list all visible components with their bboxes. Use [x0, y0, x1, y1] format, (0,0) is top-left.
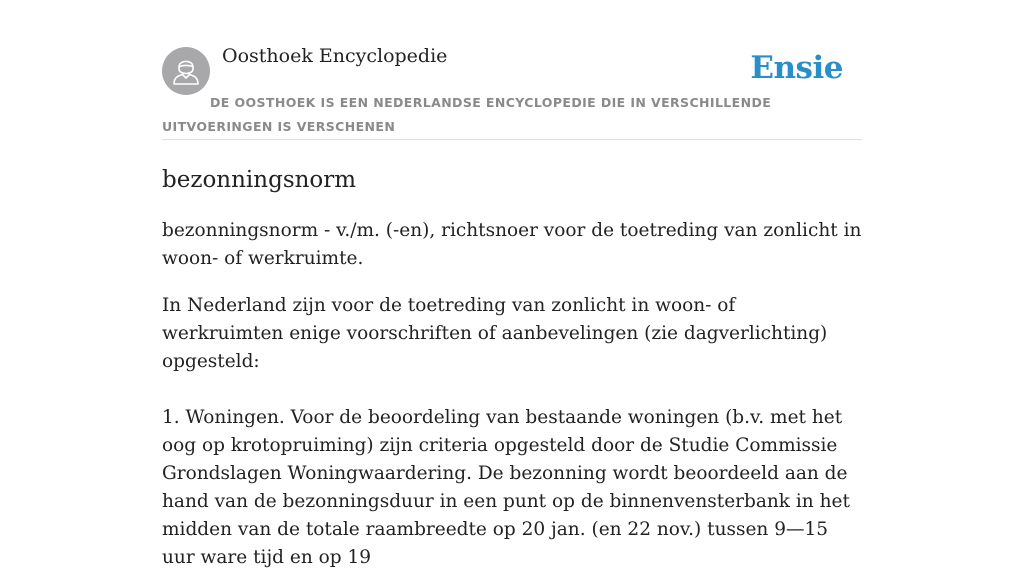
brand-logo[interactable]: Ensie — [750, 50, 843, 86]
article-definition: bezonningsnorm - v./m. (-en), richtsnoer voor de toetreding van zonlicht in woon- of werkruimte. — [162, 220, 862, 269]
article-body: In Nederland zijn voor de toetreding van zonlicht in woon- of werkruimten enige voorschriften of aanbevelingen (zie dagverlichting) opgesteld: 1. Woningen. Voor de beoordeling van bestaande woningen (b.v. met het oog op krotopruiming) zijn criteria opgesteld door de Studie Commissie Grondslagen Woningwaardering. De bezonning wordt beoordeeld aan de hand van de bezonningsduur in een punt op de binnenvensterbank in het midden van de totale raambreedte op 20 jan. (en 22 nov.) tussen 9—15 uur ware tijd en op 19 — [162, 295, 850, 568]
user-avatar-icon[interactable] — [162, 47, 210, 95]
site-header — [162, 44, 862, 140]
content-container — [162, 44, 862, 572]
site-title[interactable]: Oosthoek Encyclopedie — [222, 45, 448, 67]
site-tagline: DE OOSTHOEK IS EEN NEDERLANDSE ENCYCLOPEDIE DIE IN VERSCHILLENDE UITVOERINGEN IS VERSCHENEN — [162, 95, 772, 134]
article-title: bezonningsnorm — [162, 167, 357, 193]
